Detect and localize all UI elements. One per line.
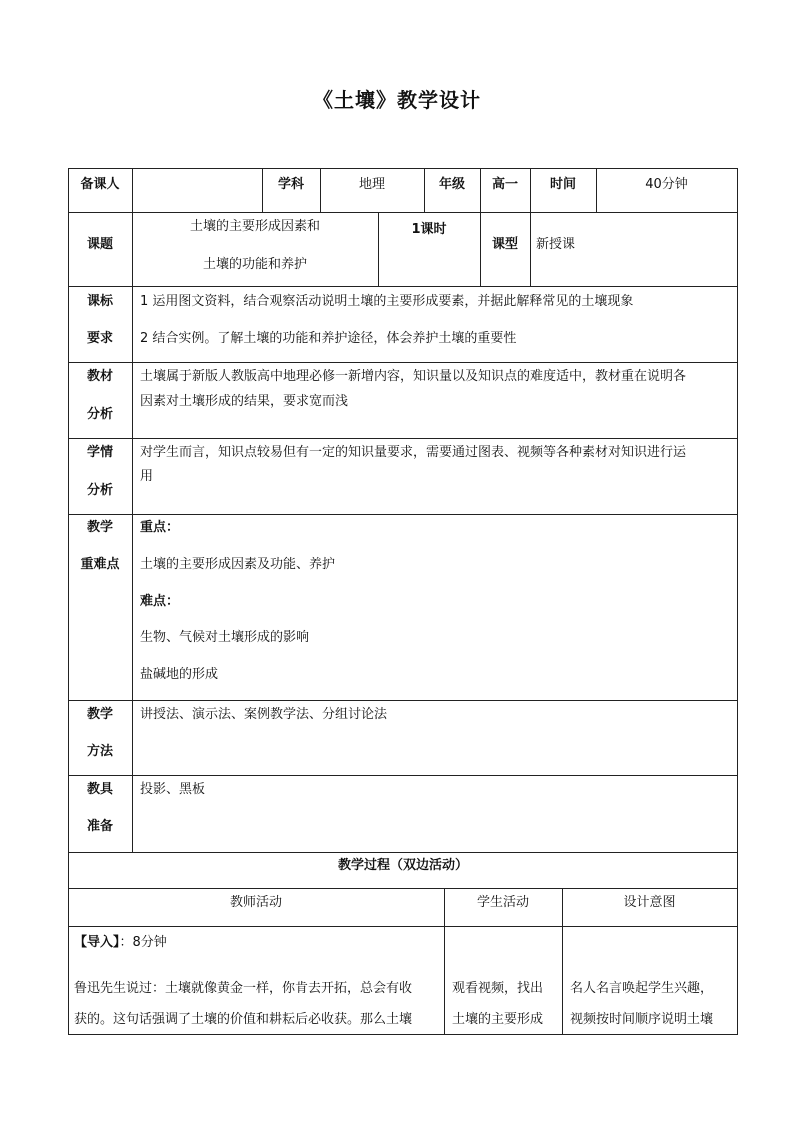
students-label-1: 学情 xyxy=(86,445,113,460)
intro-title: 【导入】 xyxy=(74,935,120,950)
col-student-activity: 学生活动 xyxy=(476,895,529,910)
students-line-1: 对学生而言，知识点较易但有一定的知识量要求，需要通过图表、视频等各种素材对知识进行运 xyxy=(140,445,687,460)
grade-value: 高一 xyxy=(491,177,518,192)
difficult-point-title: 难点： xyxy=(140,594,180,609)
design-intent-line-1: 名人名言唤起学生兴趣， xyxy=(570,981,714,996)
student-activity-line-1: 观看视频，找出 xyxy=(452,981,544,996)
topic-line-2: 土壤的功能和养护 xyxy=(202,257,307,272)
teacher-activity-line-2: 获的。这句话强调了土壤的价值和耕耘后必收获。那么土壤 xyxy=(74,1012,413,1027)
tools-label-2: 准备 xyxy=(86,819,113,834)
keypoints-label-1: 教学 xyxy=(86,520,113,535)
students-label-2: 分析 xyxy=(86,483,113,498)
col-teacher-activity: 教师活动 xyxy=(229,895,282,910)
textbook-label-1: 教材 xyxy=(86,369,113,384)
key-point-text: 土壤的主要形成因素及功能、养护 xyxy=(140,557,336,572)
tools-label-1: 教具 xyxy=(86,782,113,797)
design-intent-line-2: 视频按时间顺序说明土壤 xyxy=(570,1012,714,1027)
difficult-point-2: 盐碱地的形成 xyxy=(140,667,219,682)
class-hours: 1课时 xyxy=(411,222,447,237)
standard-item-1: 1 运用图文资料，结合观察活动说明土壤的主要形成要素，并据此解释常见的土壤现象 xyxy=(140,294,634,309)
keypoints-label-2: 重难点 xyxy=(80,557,120,572)
student-activity-line-2: 土壤的主要形成 xyxy=(452,1012,544,1027)
topic-label: 课题 xyxy=(86,237,113,252)
standard-label-2: 要求 xyxy=(86,331,113,346)
standard-item-2: 2 结合实例。了解土壤的功能和养护途径，体会养护土壤的重要性 xyxy=(140,331,517,346)
time-value: 40分钟 xyxy=(645,177,688,192)
teacher-activity-line-1: 鲁迅先生说过：土壤就像黄金一样，你肯去开拓，总会有收 xyxy=(74,981,413,996)
topic-line-1: 土壤的主要形成因素和 xyxy=(189,219,320,234)
textbook-label-2: 分析 xyxy=(86,407,113,422)
method-label-1: 教学 xyxy=(86,707,113,722)
lesson-type-value: 新授课 xyxy=(536,237,576,252)
method-value: 讲授法、演示法、案例教学法、分组讨论法 xyxy=(140,707,388,722)
students-line-2: 用 xyxy=(140,469,154,484)
key-point-title: 重点： xyxy=(140,520,180,535)
col-design-intent: 设计意图 xyxy=(623,895,676,910)
textbook-line-2: 因素对土壤形成的结果，要求宽而浅 xyxy=(140,394,349,409)
difficult-point-1: 生物、气候对土壤形成的影响 xyxy=(140,630,310,645)
standard-label-1: 课标 xyxy=(86,294,113,309)
time-label: 时间 xyxy=(549,177,576,192)
process-title: 教学过程（双边活动） xyxy=(337,858,468,873)
tools-value: 投影、黑板 xyxy=(140,782,206,797)
document-title: 《土壤》教学设计 xyxy=(313,88,481,112)
method-label-2: 方法 xyxy=(86,744,113,759)
subject-label: 学科 xyxy=(277,177,304,192)
subject-value: 地理 xyxy=(358,177,385,192)
prep-label: 备课人 xyxy=(80,177,120,192)
grade-label: 年级 xyxy=(438,177,465,192)
textbook-line-1: 土壤属于新版人教版高中地理必修一新增内容，知识量以及知识点的难度适中，教材重在说明各 xyxy=(140,369,687,384)
intro-time: ：8分钟 xyxy=(119,935,167,950)
lesson-type-label: 课型 xyxy=(491,237,518,252)
intro-heading xyxy=(74,936,167,949)
